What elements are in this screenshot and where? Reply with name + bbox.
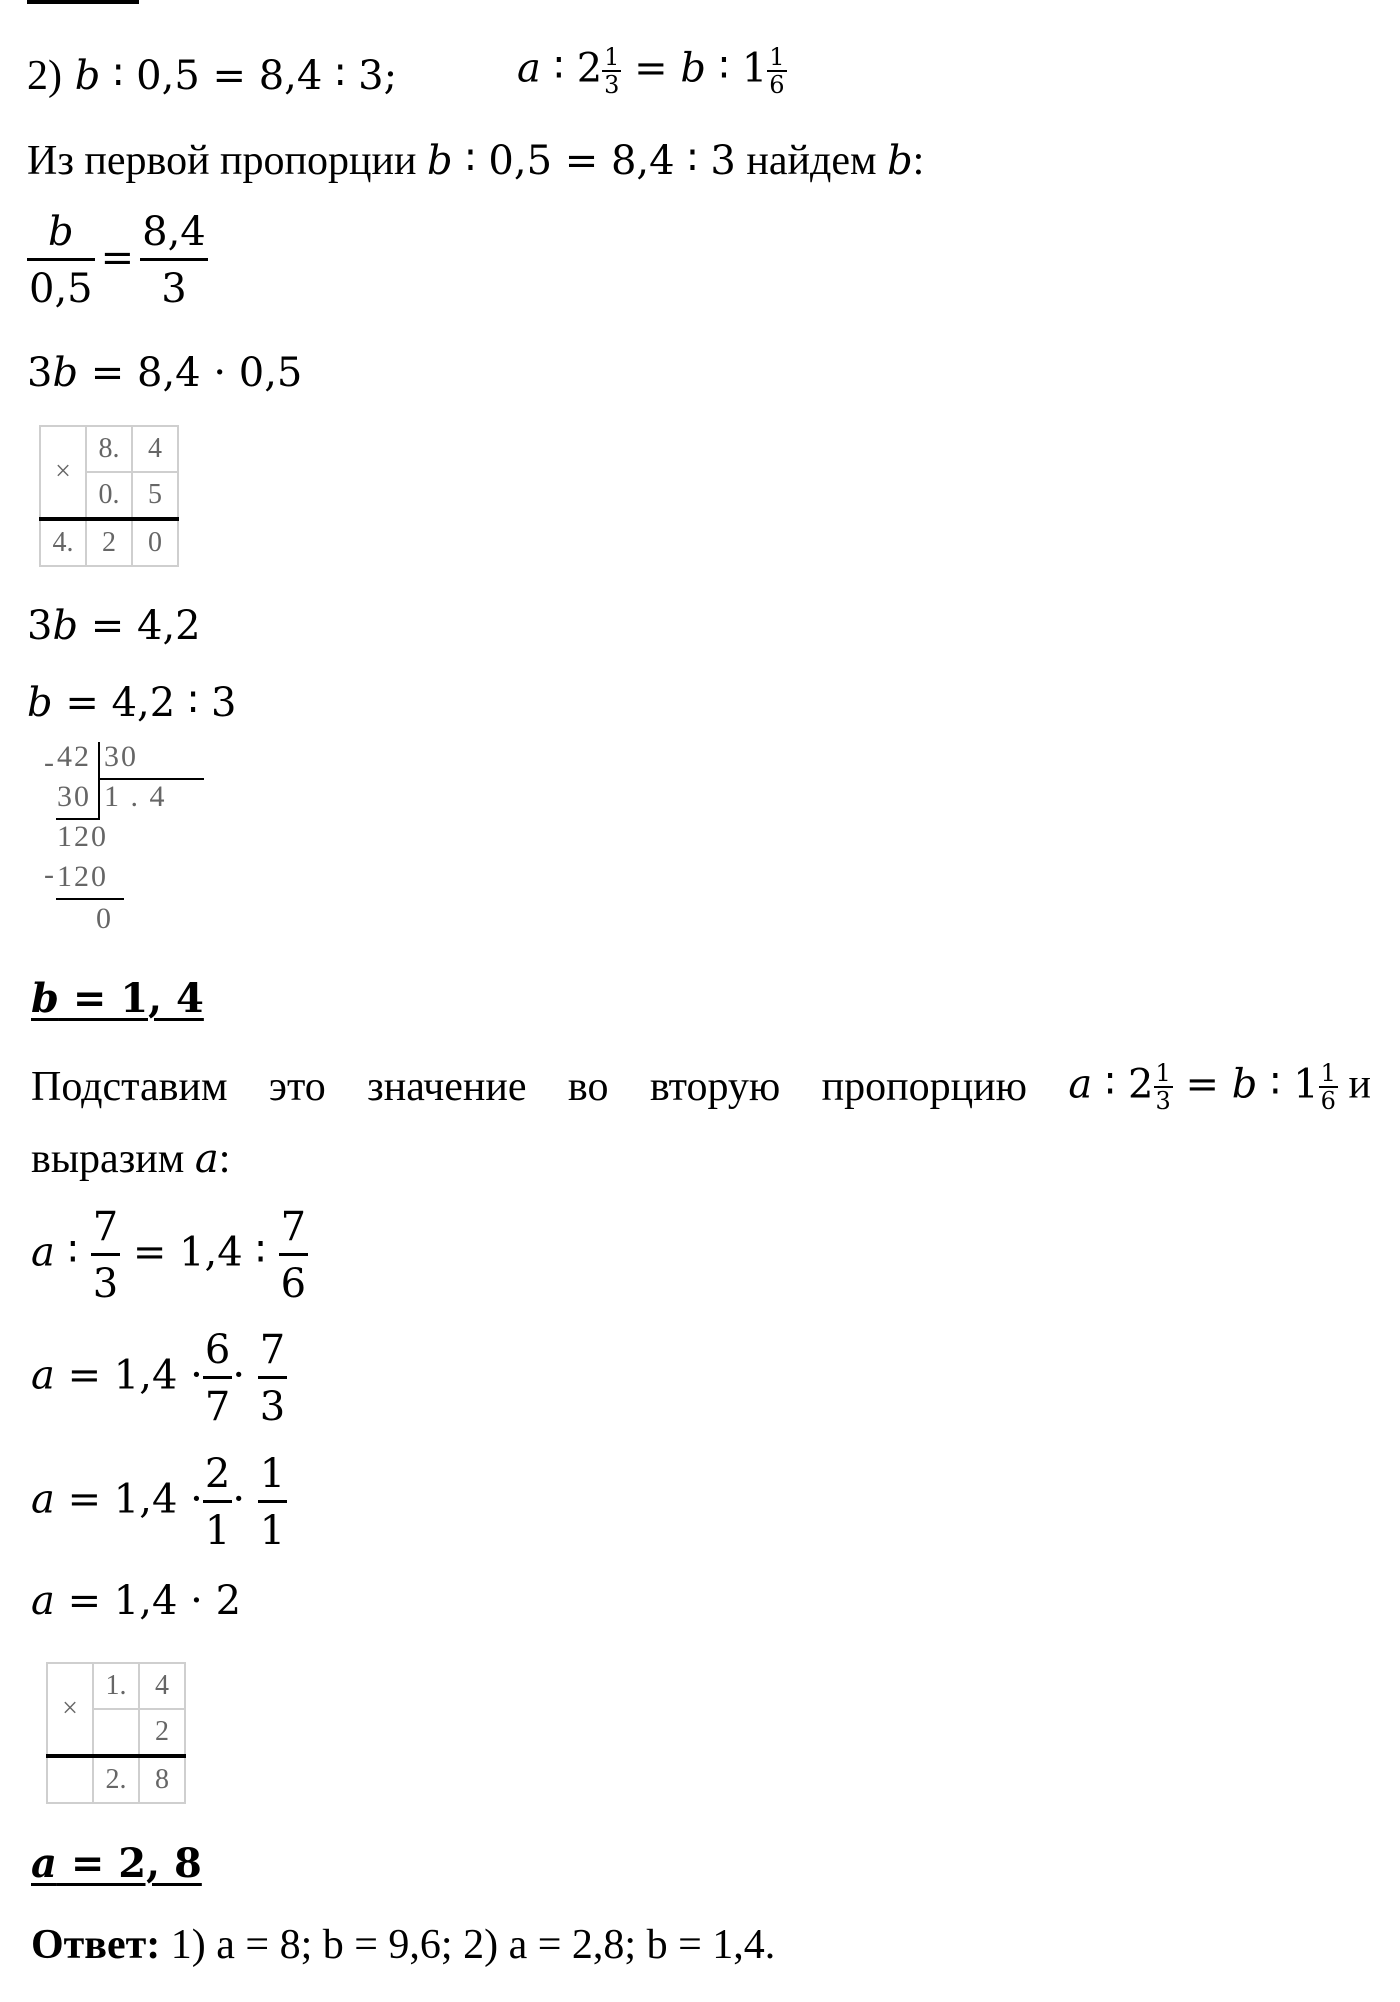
remainder-1: 120	[57, 820, 108, 853]
frac-den: 6	[280, 1261, 307, 1307]
eq-sign: =	[621, 45, 681, 92]
digit-cell: 8.	[86, 426, 132, 472]
frac-den: 6	[1320, 1087, 1336, 1116]
frac-num: 8,4	[142, 209, 206, 255]
step1-middle: ∶ 0,5 = 8,4 ∶ 3	[452, 138, 736, 184]
frac-den: 7	[204, 1384, 231, 1430]
step2-text-line1	[31, 1060, 1371, 1115]
result-cell: 4.	[40, 519, 86, 566]
minus-sign: -	[44, 858, 56, 891]
quotient: 1 . 4	[104, 780, 167, 813]
frac-den: 3	[161, 266, 187, 312]
answer-text: 1) a = 8; b = 9,6; 2) a = 2,8; b = 1,4.	[160, 1922, 776, 1968]
result-cell: 2.	[93, 1756, 139, 1803]
line-3b-result	[27, 603, 201, 649]
fraction-2-1	[203, 1452, 232, 1553]
frac-num: 6	[204, 1327, 231, 1373]
frac-den: 3	[259, 1384, 286, 1430]
result-value: = 2, 8	[56, 1840, 202, 1887]
eq-sign: =	[1172, 1061, 1232, 1108]
line-rest: = 4,2 ∶ 3	[52, 680, 237, 726]
equation-a3	[31, 1452, 287, 1553]
frac-num: 7	[259, 1327, 286, 1373]
frac-num: 1	[604, 43, 620, 71]
frac-den: 1	[259, 1508, 286, 1554]
fraction-7-3	[258, 1328, 287, 1429]
result-cell	[47, 1756, 93, 1803]
step1-suffix: найдем	[735, 138, 888, 184]
result-cell: 2	[86, 519, 132, 566]
frac-num: 7	[92, 1204, 119, 1250]
var-a: a	[31, 1476, 55, 1523]
frac-den: 3	[92, 1261, 119, 1307]
dot-operator: ·	[232, 1476, 258, 1523]
result-value: = 1, 4	[58, 975, 204, 1022]
long-division	[40, 740, 180, 940]
fraction-1-3	[602, 44, 621, 99]
fraction-84-over-3	[140, 210, 208, 311]
var-b: b	[426, 138, 453, 184]
coef: 3	[27, 350, 53, 396]
frac-num: 1	[1155, 1059, 1171, 1087]
line-rest: = 8,4 · 0,5	[78, 350, 303, 396]
digit-cell: 4	[139, 1663, 185, 1709]
top-rule	[27, 0, 139, 4]
division-vertical-bar	[98, 742, 100, 820]
minus-sign: -	[44, 746, 56, 779]
var-b: b	[52, 350, 79, 396]
word: пропорцию	[821, 1064, 1027, 1111]
remainder-2: 0	[96, 902, 113, 935]
fraction-1-1	[258, 1452, 287, 1553]
fraction-7-3	[91, 1205, 120, 1306]
inline-proportion	[1068, 1060, 1371, 1115]
frac-num: 1	[769, 43, 785, 71]
word: значение	[367, 1064, 527, 1111]
divisor: 30	[104, 740, 138, 773]
var-b: b	[27, 680, 53, 726]
var-a: a	[31, 1578, 55, 1624]
equation-middle: = 1,4 ·	[54, 1476, 203, 1523]
var-a: a	[31, 1840, 57, 1887]
dividend: 42	[57, 740, 91, 773]
colon: ∶ 1	[1257, 1061, 1319, 1108]
fraction-1-3	[1154, 1060, 1173, 1115]
word: это	[268, 1064, 326, 1111]
frac-num: 7	[280, 1204, 307, 1250]
answer-line	[31, 1924, 775, 1966]
equation-rest: = 1,4 · 2	[54, 1578, 242, 1624]
var-a: a	[31, 1352, 55, 1399]
var-a: a	[517, 45, 541, 92]
line2-prefix: выразим	[31, 1136, 195, 1182]
dot-operator: ·	[232, 1352, 258, 1399]
result-cell: 0	[132, 519, 178, 566]
digit-cell: 5	[132, 472, 178, 519]
var-a: a	[1068, 1061, 1093, 1108]
underline-2	[56, 898, 124, 900]
equation-a4	[31, 1578, 241, 1624]
var-b: b	[31, 975, 59, 1022]
fraction-1-6	[767, 44, 786, 99]
frac-num: 2	[204, 1451, 231, 1497]
frac-den: 1	[204, 1508, 231, 1554]
digit-cell: 1.	[93, 1663, 139, 1709]
line-3b-product	[27, 350, 302, 396]
word: Подставим	[31, 1064, 228, 1111]
frac-den: 0,5	[29, 266, 93, 312]
colon: ∶ 2	[1092, 1061, 1154, 1108]
word: во	[567, 1064, 609, 1111]
result-a	[31, 1840, 202, 1887]
frac-den: 6	[769, 71, 785, 100]
eq2-colon1: ∶ 2	[540, 45, 603, 92]
frac-den: 3	[1155, 1087, 1171, 1116]
digit-cell	[93, 1709, 139, 1756]
subtrahend-2: 120	[57, 860, 108, 893]
fraction-7-6	[279, 1205, 308, 1306]
var-b: b	[1231, 1061, 1258, 1108]
var-b: b	[680, 45, 706, 92]
times-sign: ×	[47, 1663, 93, 1756]
frac-num: 1	[1320, 1059, 1336, 1087]
subtrahend-1: 30	[57, 780, 91, 813]
multiplication-table-1	[39, 425, 179, 567]
var-b: b	[887, 138, 913, 184]
answer-label: Ответ:	[31, 1922, 161, 1968]
coef: 3	[27, 603, 53, 649]
equation-middle: = 1,4 ∶	[120, 1229, 279, 1276]
word: и	[1337, 1061, 1371, 1108]
multiplication-table-2	[46, 1662, 186, 1804]
given-line-2	[517, 44, 787, 99]
frac-num: 1	[259, 1451, 286, 1497]
digit-cell: 0.	[86, 472, 132, 519]
var-b: b	[74, 53, 101, 99]
eq-sign: =	[100, 234, 135, 281]
task-number: 2)	[27, 53, 62, 99]
word: вторую	[649, 1064, 781, 1111]
fraction-b-over-05	[27, 210, 95, 311]
fraction-equation	[27, 210, 208, 311]
colon: ∶	[54, 1229, 91, 1276]
frac-den: 3	[604, 71, 620, 100]
step1-colon: :	[912, 138, 925, 184]
var-a: a	[31, 1229, 55, 1276]
var-a: a	[194, 1136, 219, 1182]
equation-middle: = 1,4 ·	[54, 1352, 203, 1399]
given-line-1	[27, 52, 397, 100]
digit-cell: 2	[139, 1709, 185, 1756]
colon: :	[218, 1136, 231, 1182]
result-cell: 8	[139, 1756, 185, 1803]
var-b: b	[52, 603, 79, 649]
digit-cell: 4	[132, 426, 178, 472]
step2-text-line2	[31, 1138, 230, 1180]
line-b-division	[27, 680, 236, 726]
result-b	[31, 975, 204, 1022]
eq1-rest: ∶ 0,5 = 8,4 ∶ 3;	[100, 53, 398, 99]
equation-a2	[31, 1328, 287, 1429]
eq2-colon2: ∶ 1	[706, 45, 768, 92]
step1-prefix: Из первой пропорции	[27, 138, 427, 184]
line-rest: = 4,2	[78, 603, 201, 649]
fraction-1-6	[1319, 1060, 1338, 1115]
equation-a1	[31, 1205, 308, 1306]
frac-num: b	[48, 209, 74, 255]
times-sign: ×	[40, 426, 86, 519]
fraction-6-7	[203, 1328, 232, 1429]
step1-text	[27, 140, 924, 182]
